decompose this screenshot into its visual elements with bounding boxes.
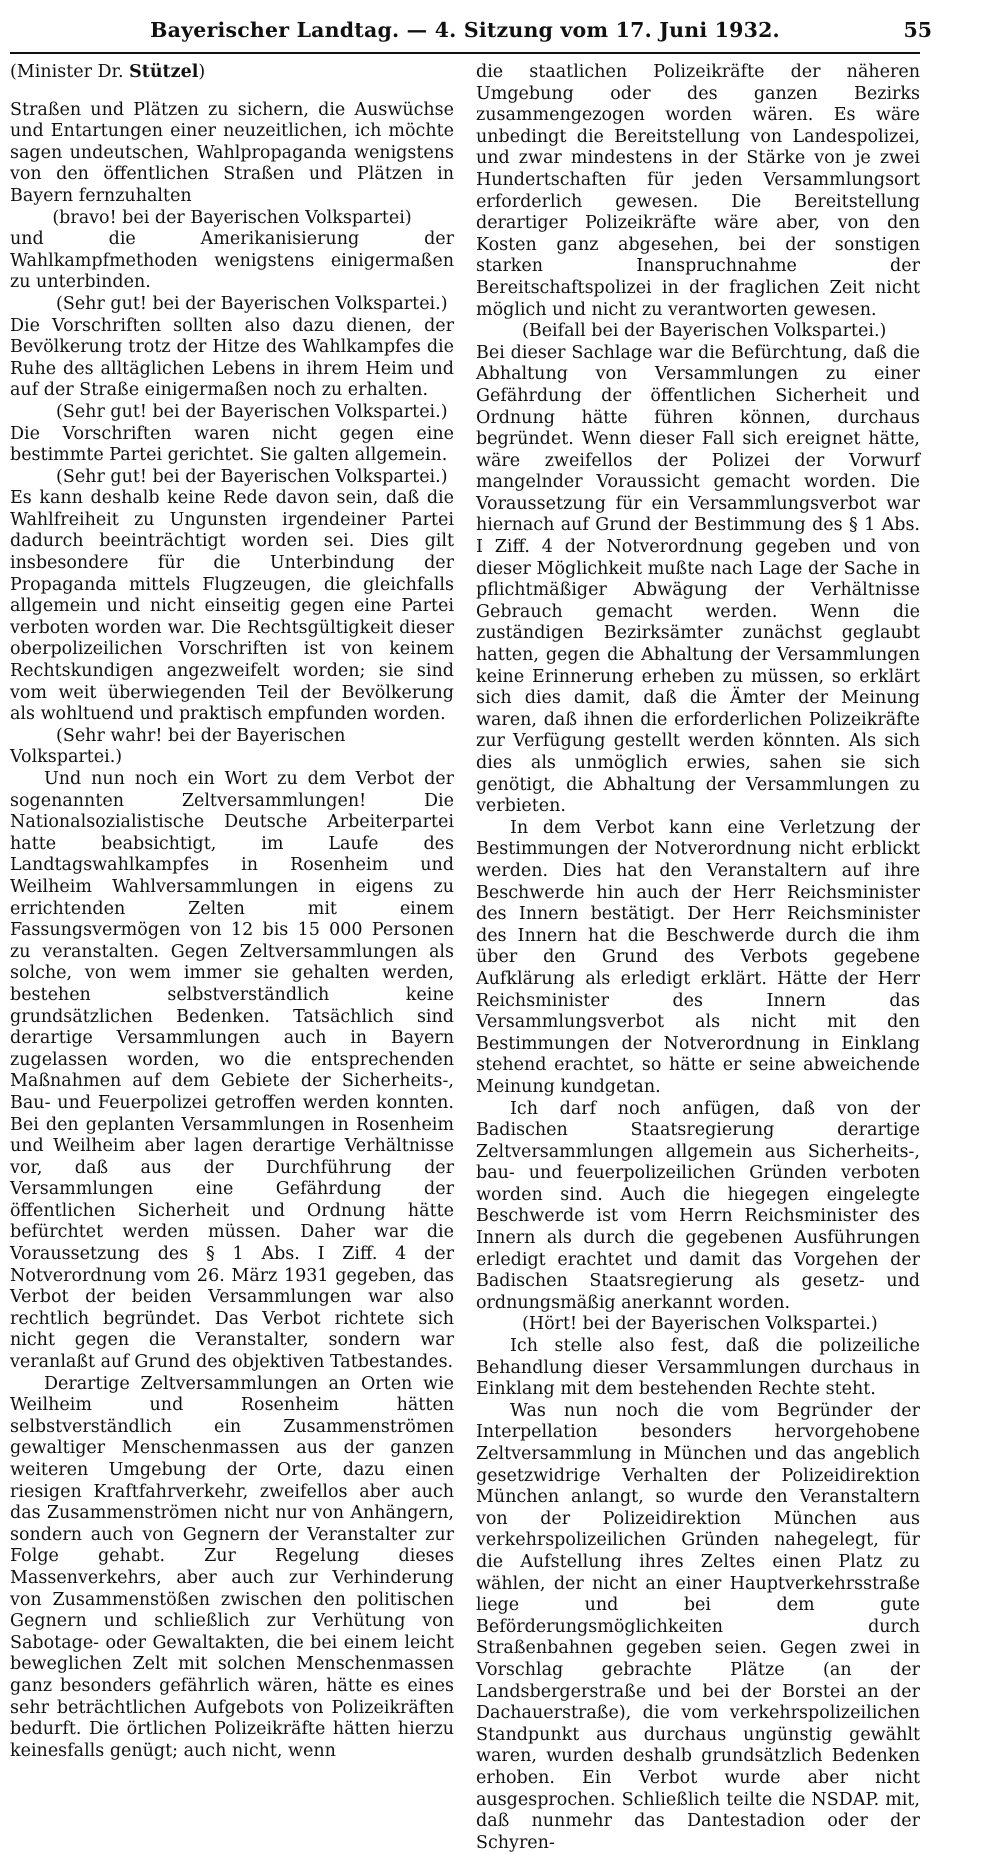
speaker-suffix: ) [198,62,206,82]
interjection: (Hört! bei der Bayerischen Volkspartei.) [522,1314,878,1335]
interjection: (Sehr gut! bei der Bayerischen Volkspartei.) [56,466,448,487]
paragraph: Straßen und Plätzen zu sichern, die Auswüchse und Entartungen einer neuzeitlichen, ich möchte sagen undeutschen, Wahlpropaganda wenigstens von den öffentlichen Straßen und Plätzen in Bayern fernzuhalten [10,99,454,206]
paragraph: Ich darf noch anfügen, daß von der Badischen Staatsregierung derartige Zeltversammlungen allgemein aus Sicherheits-, bau- und feuerpolizeilichen Gründen verboten worden sind. Auch die hiegegen eingelegte Beschwerde ist vom Herrn Reichsminister des Innern als durch die gegebenen Ausführungen erledigt erachtet und damit das Vorgehen der Badischen Staatsregierung als gesetz- und ordnungsmäßig anerkannt worden. [476,1098,920,1313]
paragraph: Die Vorschriften waren nicht gegen eine bestimmte Partei gerichtet. Sie galten allgemein. [10,423,454,466]
paragraph: Ich stelle also fest, daß die polizeiliche Behandlung dieser Versammlungen durchaus in Einklang mit dem bestehenden Rechte steht. [476,1336,920,1400]
paragraph: und die Amerikanisierung der Wahlkampfmethoden wenigstens einigermaßen zu unterbinden. [10,229,454,293]
paragraph: die staatlichen Polizeikräfte der näheren Umgebung oder des ganzen Bezirks zusammengezogen worden wären. Es wäre unbedingt die Bereitstellung von Landespolizei, und zwar mindestens in der Stärke von je zwei Hundertschaften für jeden Versammlungsort erforderlich gewesen. Die Bereitstellung derartiger Polizeikräfte wäre aber, von den Kosten ganz abgesehen, bei der sonstigen starken Inanspruchnahme der Bereitschaftspolizei in der fraglichen Zeit nicht möglich und nicht zu verantworten gewesen. [476,62,920,320]
paragraph: Derartige Zeltversammlungen an Orten wie Weilheim und Rosenheim hätten selbstverständlich ein Zusammenströmen gewaltiger Menschenmassen aus der ganzen weiteren Umgebung der Orte, dazu einen riesigen Kraftfahrverkehr, zweifellos aber auch das Zusammenströmen nicht nur von Anhängern, sondern auch von Gegnern der Veranstalter zur Folge gehabt. Zur Regelung dieses Massenverkehrs, aber auch zur Verhinderung von Zusammenstößen zwischen den politischen Gegnern und schließlich zur Verhütung von Sabotage- oder Gewaltakten, die bei einem leicht beweglichen Zelt mit solchen Menschenmassen ganz besonders gefährlich wären, hätte es eines sehr beträchtlichen Aufgebots von Polizeikräften bedurft. Die örtlichen Polizeikräfte hätten hierzu keinesfalls genügt; auch nicht, wenn [10,1373,454,1761]
running-title: Bayerischer Landtag. — 4. Sitzung vom 17. Juni 1932. [150,18,780,42]
paragraph: In dem Verbot kann eine Verletzung der Bestimmungen der Notverordnung nicht erblickt werden. Dies hat den Veranstaltern auf ihre Beschwerde hin auch der Herr Reichsminister des Innern bestätigt. Der Herr Reichsminister des Innern hat die Beschwerde durch die ihm über den Grund des Verbots gegebene Aufklärung als erledigt erklärt. Hätte der Herr Reichsminister des Innern das Versammlungsverbot als nicht mit den Bestimmungen der Notverordnung in Einklang stehend erachtet, so hätte er seine abweichende Meinung kundgetan. [476,817,920,1097]
interjection: (Sehr wahr! bei der Bayerischen Volkspartei.) [10,725,346,768]
paragraph: Es kann deshalb keine Rede davon sein, daß die Wahlfreiheit zu Ungunsten irgendeiner Partei dadurch beeinträchtigt worden sei. Dies gilt insbesondere für die Unterbindung der Propaganda mittels Flugzeugen, die gleichfalls allgemein und nicht einseitig gegen eine Partei verboten worden war. Die Rechtsgültigkeit dieser oberpolizeilichen Vorschriften ist von keinem Rechtskundigen angezweifelt worden; sie sind vom weit überwiegenden Teil der Bevölkerung als wohltuend und praktisch empfunden worden. [10,488,454,725]
speaker-prefix: (Minister Dr. [10,62,130,82]
right-column [476,62,920,1854]
interjection: (Sehr gut! bei der Bayerischen Volkspartei.) [56,401,448,422]
paragraph: Was nun noch die vom Begründer der Interpellation besonders hervorgehobene Zeltversammlung in München und das angeblich gesetzwidrige Verhalten der Polizeidirektion München anlangt, so wurde den Veranstaltern von der Polizeidirektion München aus verkehrspolizeilichen Gründen nahegelegt, für die Aufstellung ihres Zeltes einen Platz zu wählen, der nicht an einer Hauptverkehrsstraße liege und bei dem gute Beförderungsmöglichkeiten durch Straßenbahnen gegeben seien. Gegen zwei in Vorschlag gebrachte Plätze (an der Landsbergerstraße und bei der Borstei an der Dachauerstraße), die vom verkehrspolizeilichen Standpunkt aus durchaus ungünstig gewählt waren, wurden deshalb grundsätzlich Bedenken erhoben. Ein Verbot wurde aber nicht ausgesprochen. Schließlich teilte die NSDAP. mit, daß nunmehr das Dantestadion oder der Schyren- [476,1400,920,1853]
interjection: (Sehr gut! bei der Bayerischen Volkspartei.) [56,293,448,314]
paragraph: Und nun noch ein Wort zu dem Verbot der sogenannten Zeltversammlungen! Die Nationalsozialistische Deutsche Arbeiterpartei hatte beabsichtigt, im Laufe des Landtagswahlkampfes in Rosenheim und Weilheim Wahlversammlungen in eigens zu errichtenden Zelten mit einem Fassungsvermögen von 12 bis 15 000 Personen zu veranstalten. Gegen Zeltversammlungen als solche, von wem immer sie gehalten werden, bestehen selbstverständlich keine grundsätzlichen Bedenken. Tatsächlich sind derartige Versammlungen auch in Bayern zugelassen worden, wo die entsprechenden Maßnahmen auf dem Gebiete der Sicherheits-, Bau- und Feuerpolizei getroffen werden konnten. Bei den geplanten Versammlungen in Rosenheim und Weilheim aber lagen derartige Verhältnisse vor, daß aus der Durchführung der Versammlungen eine Gefährdung der öffentlichen Sicherheit und Ordnung hätte befürchtet werden müssen. Daher war die Voraussetzung des § 1 Abs. I Ziff. 4 der Notverordnung vom 26. März 1931 gegeben, das Verbot der beiden Versammlungen war also rechtlich begründet. Das Verbot richtete sich nicht gegen die Veranstalter, sondern war veranlaßt auf Grund des objektiven Tatbestandes. [10,769,454,1373]
paragraph: Die Vorschriften sollten also dazu dienen, der Bevölkerung trotz der Hitze des Wahlkampfes die Ruhe des alltäglichen Lebens in ihrem Heim und auf der Straße einigermaßen noch zu erhalten. [10,315,454,401]
interjection: (bravo! bei der Bayerischen Volkspartei) [52,207,412,228]
speaker-name: Stützel [129,62,199,82]
interjection: (Beifall bei der Bayerischen Volkspartei.) [522,321,887,342]
paragraph: Bei dieser Sachlage war die Befürchtung, daß die Abhaltung von Versammlungen zu einer Gefährdung der öffentlichen Sicherheit und Ordnung hätte führen können, durchaus begründet. Wenn dieser Fall sich ereignet hätte, wäre zweifellos der Polizei der Vorwurf mangelnder Voraussicht gemacht worden. Die Voraussetzung für ein Versammlungsverbot war hiernach auf Grund der Bestimmung des § 1 Abs. I Ziff. 4 der Notverordnung gegeben und von dieser Möglichkeit mußte nach Lage der Sache in pflichtmäßiger Abwägung der Verhältnisse Gebrauch gemacht werden. Wenn die zuständigen Bezirksämter zunächst geglaubt hatten, gegen die Abhaltung der Versammlungen keine Erinnerung erheben zu müssen, so erklärt sich dies damit, daß die Ämter der Meinung waren, daß ihnen die erforderlichen Polizeikräfte zur Verfügung gestellt werden könnten. Als sich dies als unmöglich erwies, sahen sie sich genötigt, die Abhaltung der Versammlungen zu verbieten. [476,342,920,817]
page-header [10,18,932,54]
left-column [10,62,454,1762]
speaker-line [10,62,454,84]
page-number: 55 [903,18,932,42]
